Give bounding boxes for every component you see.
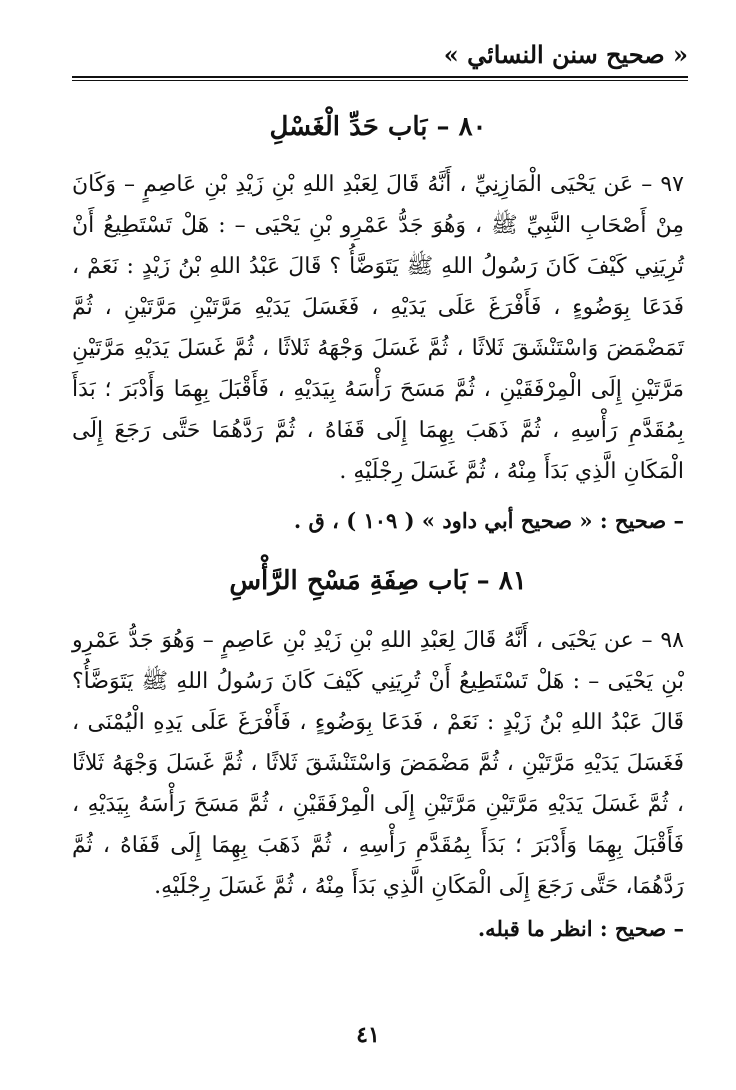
chapter-heading-80: ٨٠ – بَاب حَدِّ الْغَسْلِ xyxy=(269,112,487,142)
hadith-97-grade: – صحيح : « صحيح أبي داود » ( ١٠٩ ) ، ق . xyxy=(293,508,684,533)
chapter-heading-81: ٨١ – بَاب صِفَةِ مَسْحِ الرَّأْسِ xyxy=(229,566,527,596)
hadith-97 xyxy=(72,164,684,492)
hadith-text: ٩٨ – عن يَحْيَى ، أَنَّهُ قَالَ لِعَبْدِ اللهِ بْنِ زَيْدِ بْنِ عَاصِمٍ – وَهُوَ جَدُّ عَمْرِو بْنِ يَحْيَى – : هَلْ تَسْتَطِيعُ أَنْ تُرِيَنِي كَيْفَ كَانَ رَسُولُ اللهِ ﷺ يَتَوَضَّأُ؟ قَالَ عَبْدُ اللهِ بْنُ زَيْدٍ : نَعَمْ ، فَدَعَا بِوَضُوءٍ ، فَأَفْرَغَ عَلَى يَدِهِ الْيُمْنَى ، فَغَسَلَ يَدَيْهِ مَرَّتَيْنِ ، ثُمَّ مَضْمَضَ وَاسْتَنْشَقَ ثَلاثًا ، ثُمَّ غَسَلَ وَجْهَهُ ثَلاثًا ، ثُمَّ غَسَلَ يَدَيْهِ مَرَّتَيْنِ مَرَّتَيْنِ إِلَى الْمِرْفَقَيْنِ ، ثُمَّ مَسَحَ رَأْسَهُ بِيَدَيْهِ ، فَأَقْبَلَ بِهِمَا وَأَدْبَرَ ؛ بَدَأَ بِمُقَدَّمِ رَأْسِهِ ، ثُمَّ ذَهَبَ بِهِمَا إِلَى قَفَاهُ ، ثُمَّ رَدَّهُمَا، حَتَّى رَجَعَ إِلَى الْمَكَانِ الَّذِي بَدَأَ مِنْهُ ، ثُمَّ غَسَلَ رِجْلَيْهِ. xyxy=(72,628,684,899)
book-title: « صحيح سنن النسائي » xyxy=(443,40,688,69)
running-header xyxy=(72,38,688,82)
hadith-text: ٩٧ – عَن يَحْيَى الْمَازِنِيِّ ، أَنَّهُ قَالَ لِعَبْدِ اللهِ بْنِ زَيْدِ بْنِ عَاصِمٍ – وَكَانَ مِنْ أَصْحَابِ النَّبِيِّ ﷺ ، وَهُوَ جَدُّ عَمْرِو بْنِ يَحْيَى – : هَلْ تَسْتَطِيعُ أَنْ تُرِيَنِي كَيْفَ كَانَ رَسُولُ اللهِ ﷺ يَتَوَضَّأُ ؟ قَالَ عَبْدُ اللهِ بْنُ زَيْدٍ : نَعَمْ ، فَدَعَا بِوَضُوءٍ ، فَأَفْرَغَ عَلَى يَدَيْهِ ، فَغَسَلَ يَدَيْهِ مَرَّتَيْنِ مَرَّتَيْنِ ، ثُمَّ تَمَضْمَضَ وَاسْتَنْشَقَ ثَلاثًا ، ثُمَّ غَسَلَ وَجْهَهُ ثَلاثًا ، ثُمَّ غَسَلَ يَدَيْهِ مَرَّتَيْنِ مَرَّتَيْنِ إِلَى الْمِرْفَقَيْنِ ، ثُمَّ مَسَحَ رَأْسَهُ بِيَدَيْهِ ، فَأَقْبَلَ بِهِمَا وَأَدْبَرَ ؛ بَدَأَ بِمُقَدَّمِ رَأْسِهِ ، ثُمَّ ذَهَبَ بِهِمَا إِلَى قَفَاهُ ، ثُمَّ رَدَّهُمَا حَتَّى رَجَعَ إِلَى الْمَكَانِ الَّذِي بَدَأَ مِنْهُ ، ثُمَّ غَسَلَ رِجْلَيْهِ . xyxy=(72,172,684,484)
page-number: ٤١ xyxy=(356,1022,380,1048)
hadith-98-grade: – صحيح : انظر ما قبله. xyxy=(477,916,684,941)
header-rule xyxy=(72,76,688,81)
hadith-98 xyxy=(72,620,684,907)
